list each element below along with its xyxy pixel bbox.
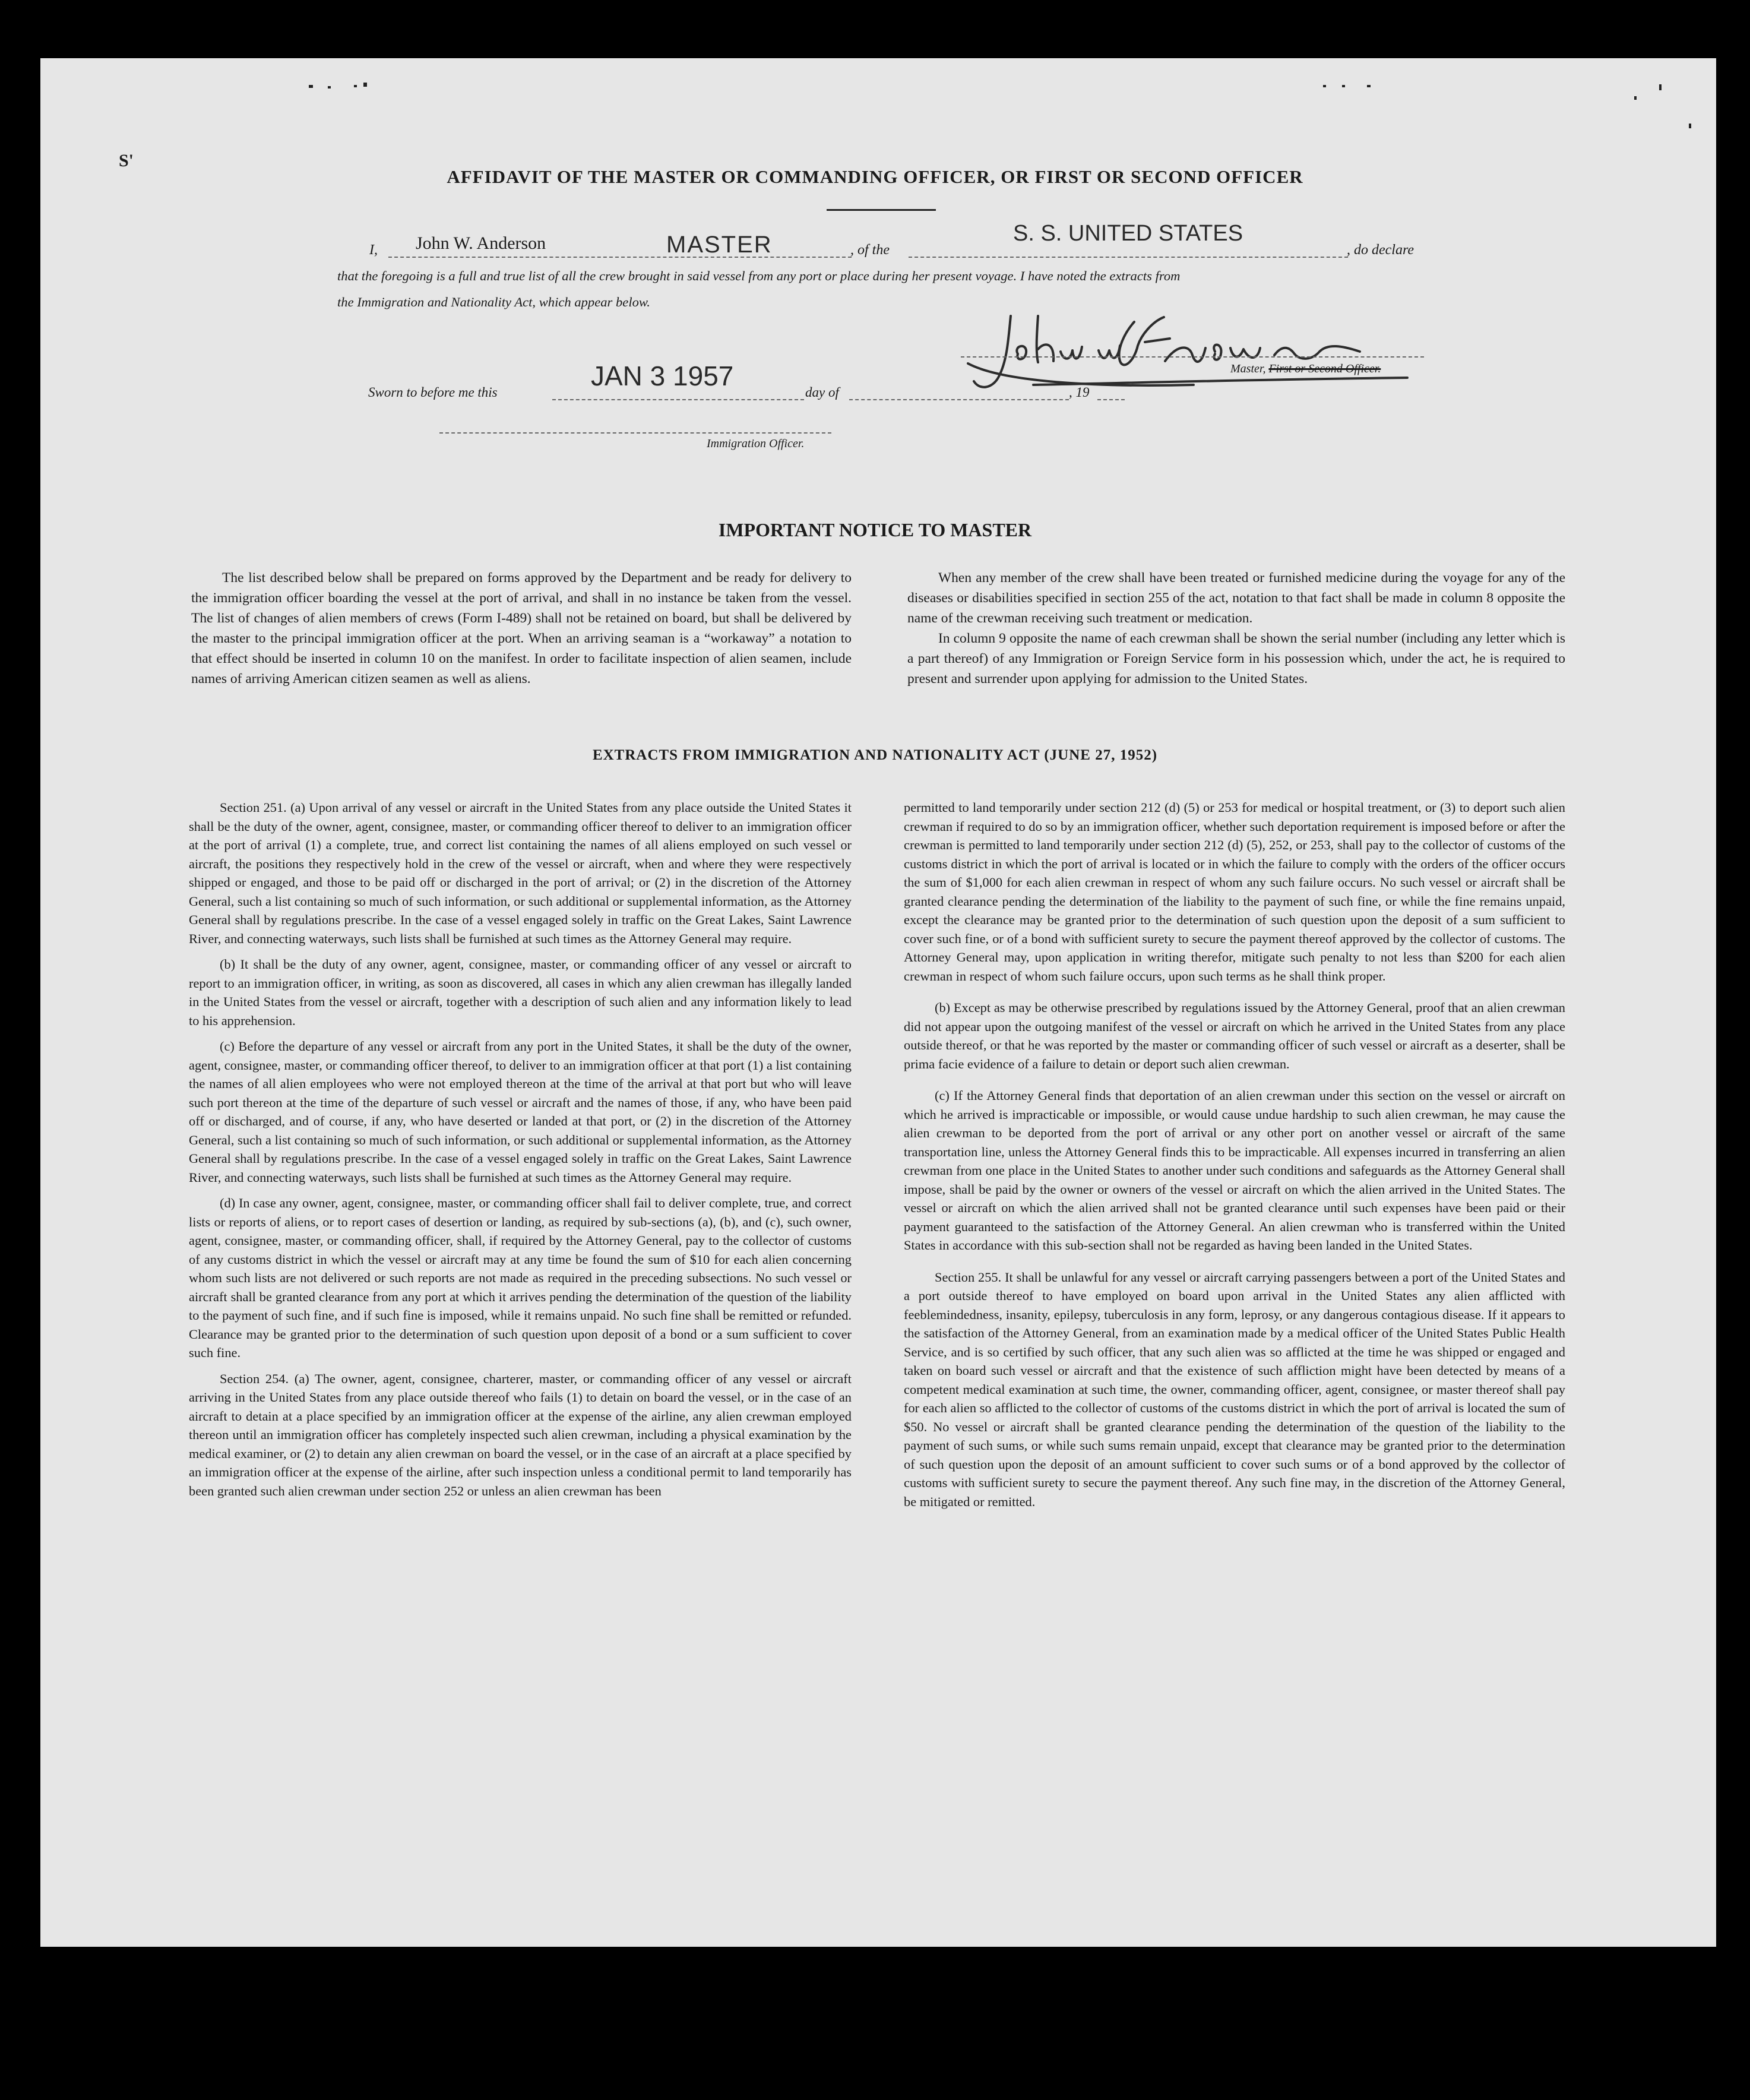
sworn-date-line — [552, 399, 804, 400]
extracts-title: EXTRACTS FROM IMMIGRATION AND NATIONALITY ACT (JUNE 27, 1952) — [592, 747, 1158, 763]
day-line — [849, 399, 1069, 400]
notice-title: IMPORTANT NOTICE TO MASTER — [718, 519, 1032, 540]
extracts-right-column — [904, 798, 1565, 1518]
of-the-label: , of the — [850, 242, 890, 258]
notice-left-paragraph: The list described below shall be prepared on forms approved by the Department and be ready for delivery to the immigration officer boarding the vessel at the port of arrival, and shall in no instance be taken from the vessel. The list of changes of alien members of crews (Form I-489) shall not be retained on board, but shall be delivered by the master to the principal immigration officer at the port. When an arriving seaman is a “workaway” a notation to that effect should be inserted in column 10 on the manifest. In order to facilitate inspection of alien seamen, include names of arriving American citizen seamen as well as aliens. — [191, 570, 852, 687]
master-rank: MASTER — [666, 232, 773, 258]
scan-speck — [309, 85, 313, 88]
notice-right-paragraph: In column 9 opposite the name of each crewman shall be shown the serial number (including any letter which is a part thereof) of any Immigration or Foreign Service form in his possession which, under the act, he is required to present and surrender upon applying for admission to the United States. — [907, 631, 1565, 687]
section-251-b: (b) It shall be the duty of any owner, agent, consignee, master, or commanding officer of any vessel or aircraft to report to an immigration officer, in writing, as soon as discovered, all cases in which any alien crewman has illegally landed in the United States from the vessel or aircraft, together with a description of such alien and any information likely to lead to his apprehension. — [189, 957, 852, 1028]
declaration-line-1: that the foregoing is a full and true list of all the crew brought in said vessel from any port or place during her present voyage. I have noted the extracts from — [337, 268, 1181, 283]
section-251-a: Section 251. (a) Upon arrival of any vessel or aircraft in the United States from any place outside the United States it shall be the duty of the owner, agent, consignee, master, or commanding officer thereof to deliver to an immigration officer at the port of arrival (1) a complete, true, and correct list containing the names of all aliens employed on such vessel or aircraft, the positions they respectively hold in the crew of the vessel or aircraft, when and where they were respectively shipped or engaged, and those to be paid off or discharged in the port of arrival; or (2) in the discretion of the Attorney General, such a list containing so much of such information, or such additional or supplemental information, as the Attorney General shall by regulations prescribe. In the case of a vessel engaged solely in traffic on the Great Lakes, Saint Lawrence River, and connecting waterways, such lists shall be furnished at such times as the Attorney General may require. — [189, 800, 852, 946]
declaration-line-2: the Immigration and Nationality Act, which appear below. — [337, 295, 650, 309]
scan-speck — [1342, 85, 1345, 87]
day-of-label: day of — [805, 385, 839, 400]
sworn-date-stamp: JAN 3 1957 — [591, 360, 734, 391]
scan-speck — [1689, 124, 1691, 128]
immigration-officer-label: Immigration Officer. — [707, 437, 805, 450]
section-254-a-continued: permitted to land temporarily under section 212 (d) (5) or 253 for medical or hospital treatment, or (3) to deport such alien crewman if required to do so by an immigration officer, whether such deportation requirement is imposed before or after the crewman is permitted to land temporarily under section 212 (d) (5), 252, or 253, shall pay to the collector of customs of the customs district in which the port of arrival is located or in which the failure to comply with the orders of the officer occurs the sum of $1,000 for each alien crewman in respect of whom any such failure occurs. No such vessel or aircraft shall be granted clearance pending the determination of the liability to the payment of such fine, or while the fine remains unpaid, except the clearance may be granted prior to the determination of such question upon the deposit of a sum sufficient to cover such fine, or of a bond with sufficient surety to secure the payment thereof approved by the collector of customs. The Attorney General may, upon application in writing therefor, mitigate such penalty to not less than $200 for each alien crewman in respect of whom such failure occurs, upon such terms as he shall think proper. — [904, 800, 1565, 983]
year-line — [1097, 399, 1125, 400]
prefix-i: I, — [369, 242, 378, 258]
signer-title-struck: First or Second Officer. — [1268, 362, 1381, 375]
sworn-label: Sworn to before me this — [368, 385, 498, 400]
margin-mark: S' — [119, 151, 134, 170]
vessel-name: S. S. UNITED STATES — [1013, 221, 1243, 246]
affidavit-title: AFFIDAVIT OF THE MASTER OR COMMANDING OFFICER, OR FIRST OR SECOND OFFICER — [447, 166, 1303, 187]
officer-signature-line — [439, 432, 831, 434]
scan-speck — [328, 86, 331, 88]
section-251-c: (c) Before the departure of any vessel or aircraft from any port in the United States, it shall be the duty of the owner, agent, consignee, master, or commanding officer thereof, to deliver to an immigration officer at that port (1) a list containing the names of all alien employees who were not employed thereon at the time of the arrival at that port but who will leave such port thereon at the time of the departure of such vessel or aircraft and the names of those, if any, who have been paid off or discharged, and of course, if any, who have deserted or landed at that port, or (2) in the discretion of the Attorney General, such a list containing so much of such information, or such additional or supplemental information, as the Attorney General shall by regulations prescribe. In the case of a vessel engaged solely in traffic on the Great Lakes, Saint Lawrence River, and connecting waterways, such lists shall be furnished at such times as the Attorney General may require. — [189, 1039, 852, 1185]
scan-speck — [1323, 85, 1326, 87]
scan-speck — [1659, 84, 1662, 90]
notice-left-column — [191, 568, 852, 689]
scan-speck — [1367, 85, 1371, 87]
vessel-line — [909, 257, 1348, 258]
signer-title-master: Master, — [1230, 362, 1266, 375]
year-prefix: , 19 — [1069, 385, 1090, 400]
scan-speck — [1634, 96, 1637, 100]
master-signature — [956, 304, 1431, 411]
scan-speck — [363, 83, 367, 87]
section-251-d: (d) In case any owner, agent, consignee, master, or commanding officer shall fail to deliver complete, true, and correct lists or reports of aliens, or to report cases of desertion or landing, as required by sub-sections (a), (b), and (c), such owner, agent, consignee, master, or commanding officer, shall, if required by the Attorney General, pay to the collector of customs of any customs district in which the vessel or aircraft may at any time be found the sum of $10 for each alien concerning whom such lists are not delivered or such reports are not made as required in the preceding subsections. No such vessel or aircraft shall be granted clearance from any port at which it arrives pending the determination of the question of the liability to the payment of such fine, and if such fine is imposed, while it remains unpaid. No such fine shall be remitted or refunded. Clearance may be granted prior to the determination of such question upon deposit of a bond or a sum sufficient to cover such fine. — [189, 1196, 852, 1360]
signer-title — [1230, 362, 1381, 376]
signature-line — [961, 356, 1424, 358]
master-name: John W. Anderson — [416, 233, 546, 253]
section-254-c: (c) If the Attorney General finds that deportation of an alien crewman under this section on the vessel or aircraft on which he arrived is impracticable or impossible, or would cause undue hardship to such alien crewman, he may cause the alien crewman to be deported from the port of arrival or any other port on another vessel or aircraft of the same transportation line, unless the Attorney General finds this to be impracticable. All expenses incurred in transferring an alien crewman from one place in the United States to another under such conditions and safeguards as the Attorney General shall impose, shall be paid by the owner or owners of the vessel or aircraft on which the alien arrived in the United States. The vessel or aircraft on which the alien arrived shall not be granted clearance until such expenses have been paid or their payment guaranteed to the satisfaction of the Attorney General. An alien crewman who is transferred within the United States in accordance with this sub-section shall not be regarded as having been landed in the United States. — [904, 1088, 1565, 1253]
section-255: Section 255. It shall be unlawful for any vessel or aircraft carrying passengers between a port of the United States and a port outside thereof to have employed on board upon arrival in the United States any alien afflicted with feeblemindedness, insanity, epilepsy, tuberculosis in any form, leprosy, or any dangerous contagious disease. If it appears to the satisfaction of the Attorney General, from an examination made by a medical officer of the United States Public Health Service, and is so certified by such officer, that any such alien was so afflicted at the time he was shipped or engaged and taken on board such vessel or aircraft and that the existence of such affliction might have been detected by means of a competent medical examination at such time, the owner, commanding officer, agent, consignee, or master thereof shall pay for each alien so afflicted to the collector of customs of the customs district in which the port of arrival is located the sum of $50. No vessel or aircraft shall be granted clearance pending the determination of the question of the liability to the payment of such sums, or while such sums remain unpaid, except that clearance may be granted prior to the determination of such question upon the deposit of an amount sufficient to cover such sums or of a bond approved by the collector of customs with sufficient surety to secure the payment thereof. Any such fine may, in the discretion of the Attorney General, be mitigated or remitted. — [904, 1269, 1565, 1509]
extracts-left-column — [189, 798, 852, 1507]
notice-right-paragraph: When any member of the crew shall have been treated or furnished medicine during the voyage for any of the diseases or disabilities specified in section 255 of the act, notation to that fact shall be made in column 8 opposite the name of the crewman receiving such treatment or medication. — [907, 570, 1565, 626]
name-line — [388, 257, 852, 258]
title-rule — [827, 209, 936, 211]
do-declare-label: , do declare — [1347, 242, 1414, 258]
scan-speck — [354, 85, 357, 87]
section-254-a: Section 254. (a) The owner, agent, consignee, charterer, master, or commanding officer of any vessel or aircraft arriving in the United States from any place outside thereof who fails (1) to detain on board the vessel, or in the case of an aircraft to detain at a place specified by an immigration officer at the expense of the airline, any alien crewman employed thereon until an immigration officer has completely inspected such alien crewman, including a physical examination by the medical examiner, or (2) to detain any alien crewman on board the vessel, or in the case of an aircraft at a place specified by an immigration officer at the expense of the airline, after such inspection unless a conditional permit to land temporarily has been granted such alien crewman under section 252 or unless an alien crewman has been — [189, 1371, 852, 1498]
section-254-b: (b) Except as may be otherwise prescribed by regulations issued by the Attorney General, proof that an alien crewman did not appear upon the outgoing manifest of the vessel or aircraft on which he arrived in the United States from any place outside thereof, or that he was reported by the master or commanding officer of such vessel or aircraft as a deserter, shall be prima facie evidence of a failure to detain or deport such alien crewman. — [904, 1000, 1565, 1071]
notice-right-column — [907, 568, 1565, 689]
